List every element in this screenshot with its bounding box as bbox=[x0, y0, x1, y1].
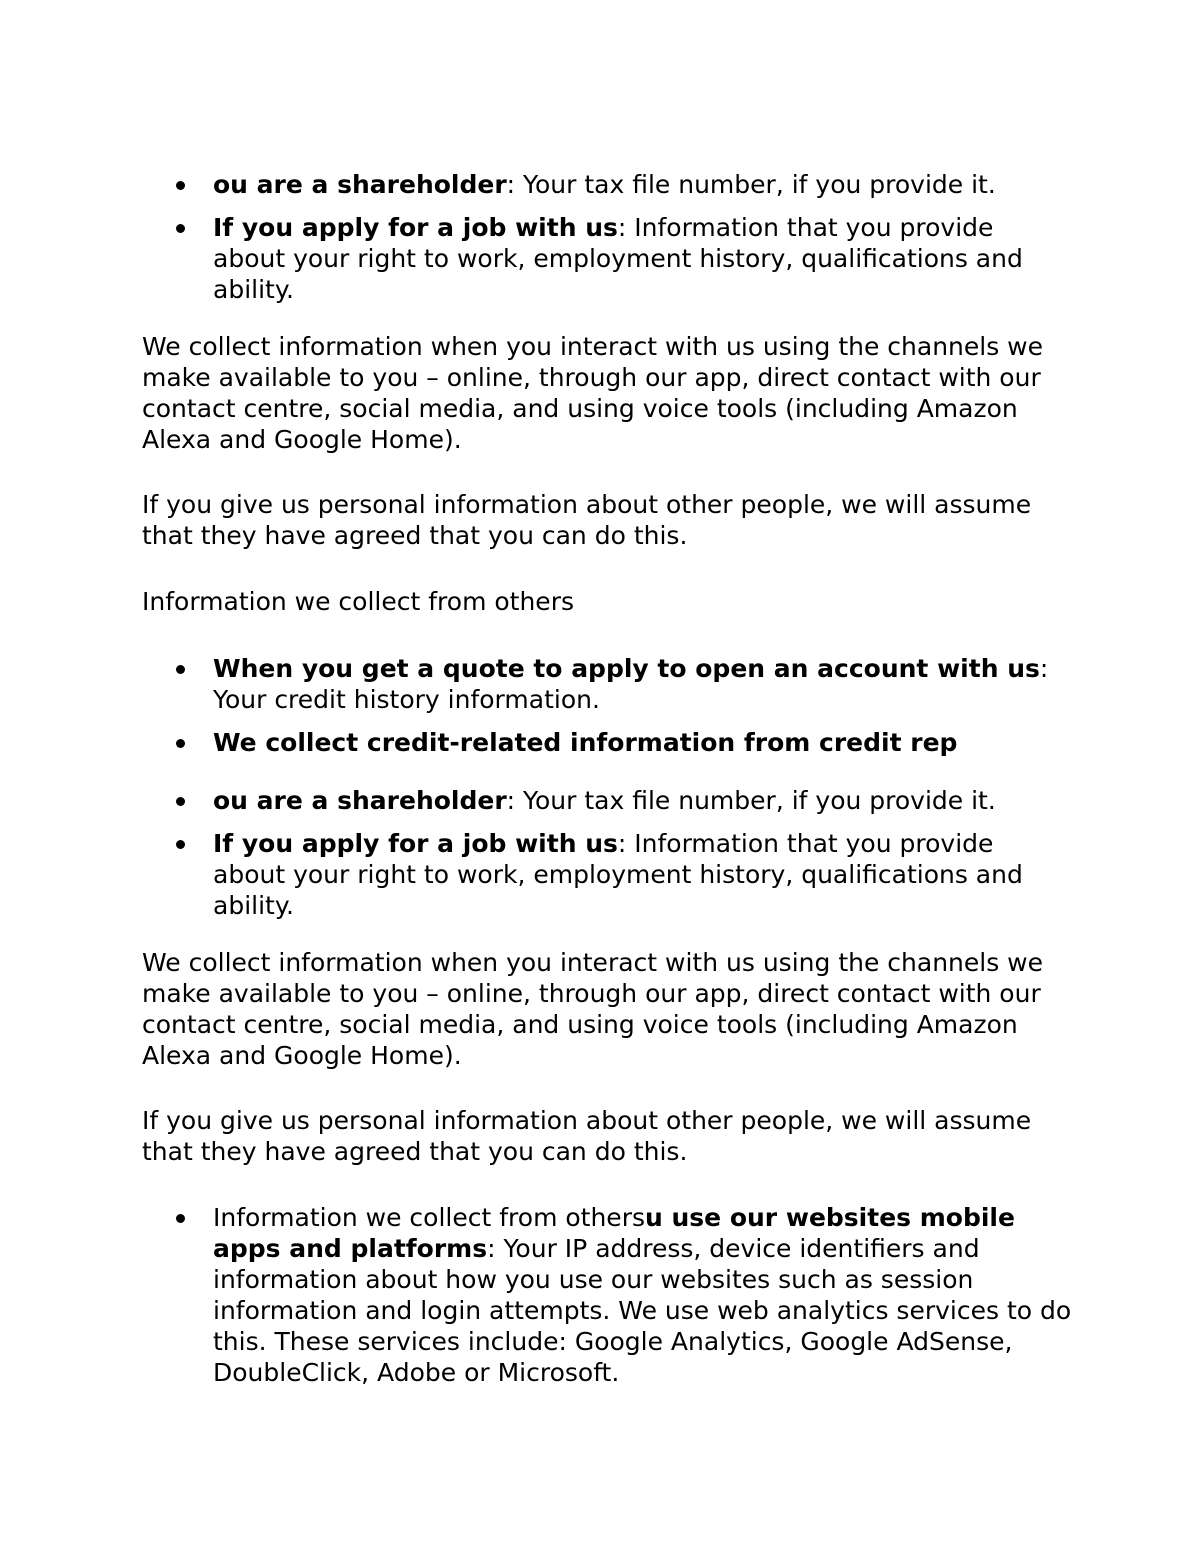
list-item bbox=[142, 212, 1072, 305]
list-item bbox=[142, 1202, 1072, 1388]
list-item-text: : Your tax file number, if you provide it. bbox=[506, 170, 996, 199]
list-item-bold: ou are a shareholder bbox=[213, 170, 507, 199]
list-item-text: : Information that you provide about your right to work, employment history, qualifications and ability. bbox=[213, 829, 1023, 920]
paragraph-other-people: If you give us personal information about other people, we will assume that they have agreed that you can do this. bbox=[142, 490, 1032, 550]
bullet-icon bbox=[176, 665, 185, 674]
list-item-bold: We collect credit-related information from credit rep bbox=[213, 728, 958, 757]
bullet-list-credit bbox=[142, 653, 1072, 758]
list-item-bold: If you apply for a job with us bbox=[213, 829, 618, 858]
list-item-bold: When you get a quote to apply to open an account with us bbox=[213, 654, 1040, 683]
bullet-icon bbox=[176, 224, 185, 233]
list-item-bold: If you apply for a job with us bbox=[213, 213, 618, 242]
paragraph-other-people-repeat: If you give us personal information about other people, we will assume that they have agreed that you can do this. bbox=[142, 1106, 1032, 1166]
list-item-text: : Information that you provide about your right to work, employment history, qualifications and ability. bbox=[213, 213, 1023, 304]
bullet-icon bbox=[176, 739, 185, 748]
list-item-text: : Your tax file number, if you provide it. bbox=[506, 786, 996, 815]
list-item bbox=[142, 828, 1072, 921]
list-item bbox=[142, 727, 1072, 758]
list-item-prefix: Information we collect from others bbox=[213, 1203, 645, 1232]
list-item-text: : Your credit history information. bbox=[213, 654, 1049, 714]
paragraph-channels: We collect information when you interact with us using the channels we make available to you – online, through our app, direct contact with our contact centre, social media, and using voice tools (including Amazon Alexa and Google Home). bbox=[142, 332, 1044, 454]
list-item-bold: ou are a shareholder bbox=[213, 786, 507, 815]
list-item-bold: u use our websites mobile apps and platforms bbox=[213, 1203, 1015, 1263]
bullet-list-shareholder-job bbox=[142, 169, 1072, 305]
bullet-icon bbox=[176, 840, 185, 849]
list-item bbox=[142, 169, 1072, 200]
bullet-icon bbox=[176, 1214, 185, 1223]
paragraph-info-from-others: Information we collect from others bbox=[142, 587, 574, 616]
bullet-icon bbox=[176, 181, 185, 190]
paragraph-channels-repeat: We collect information when you interact with us using the channels we make available to you – online, through our app, direct contact with our contact centre, social media, and using voice tools (including Amazon Alexa and Google Home). bbox=[142, 948, 1044, 1070]
bullet-list-websites bbox=[142, 1202, 1072, 1388]
list-item bbox=[142, 653, 1072, 715]
bullet-list-shareholder-job-repeat bbox=[142, 785, 1072, 921]
list-item bbox=[142, 785, 1072, 816]
bullet-icon bbox=[176, 797, 185, 806]
list-item-text: : Your IP address, device identifiers and information about how you use our websites such as session information and login attempts. We use web analytics services to do this. These services include: Google Analytics, Google AdSense, DoubleClick, Adobe or Microsoft. bbox=[213, 1234, 1072, 1387]
